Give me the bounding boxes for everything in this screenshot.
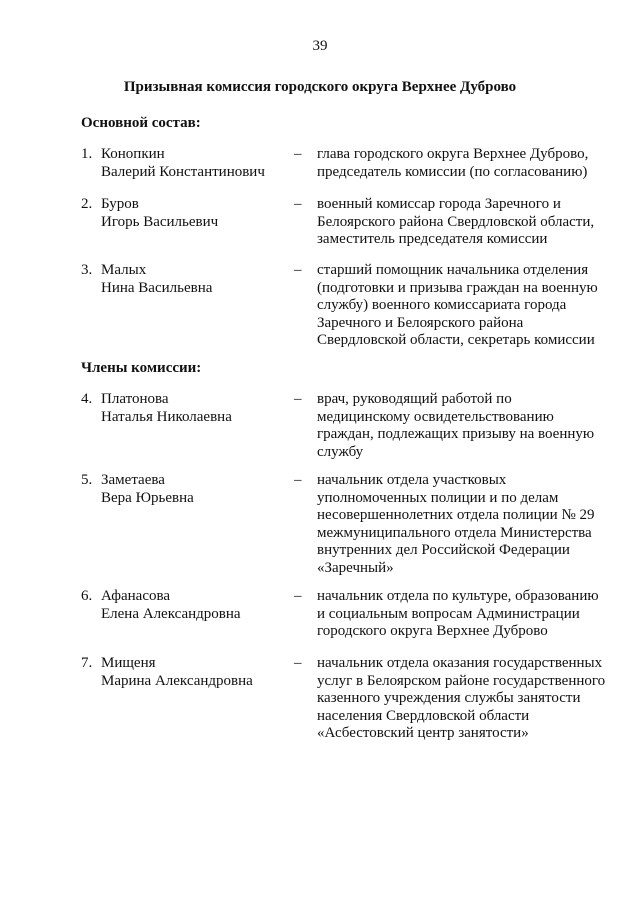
page-number: 39	[312, 38, 328, 54]
member-number: 2.	[81, 196, 93, 212]
member-given-names: Елена Александровна	[101, 605, 241, 622]
role-line: (подготовки и призыва граждан на военную	[317, 279, 598, 296]
member-surname: Афанасова	[101, 588, 171, 604]
dash-separator: –	[294, 262, 302, 278]
member-given-names: Валерий Константинович	[101, 163, 265, 180]
role-line: службу) военного комиссариата города	[317, 297, 567, 314]
role-line: медицинскому освидетельствованию	[317, 408, 554, 425]
member-number: 1.	[81, 146, 93, 162]
role-line: уполномоченных полиции и по делам	[317, 489, 559, 506]
member-surname: Мищеня	[101, 655, 156, 671]
member-given-names: Вера Юрьевна	[101, 489, 194, 506]
member-role	[317, 196, 612, 249]
member-surname: Конопкин	[101, 146, 165, 162]
member-role	[317, 391, 612, 461]
role-line: Заречного и Белоярского района	[317, 314, 524, 331]
role-line: городского округа Верхнее Дуброво	[317, 623, 548, 640]
member-name	[101, 146, 291, 181]
member-name	[101, 655, 291, 690]
member-name	[101, 391, 291, 426]
role-line: председатель комиссии (по согласованию)	[317, 163, 588, 180]
role-line: межмуниципального отдела Министерства	[317, 524, 592, 541]
role-line: начальник отдела оказания государственных	[317, 655, 603, 671]
dash-separator: –	[294, 588, 302, 604]
role-line: старший помощник начальника отделения	[317, 262, 589, 278]
member-number: 3.	[81, 262, 93, 278]
role-line: услуг в Белоярском районе государственного	[317, 672, 606, 689]
section-heading-main: Основной состав:	[81, 115, 201, 131]
role-line: военный комиссар города Заречного и	[317, 196, 561, 212]
role-line: Свердловской области, секретарь комиссии	[317, 332, 595, 349]
role-line: «Асбестовский центр занятости»	[317, 725, 529, 742]
section-heading-members: Члены комиссии:	[81, 360, 202, 376]
member-role	[317, 655, 612, 743]
role-line: врач, руководящий работой по	[317, 391, 512, 407]
role-line: начальник отдела участковых	[317, 472, 507, 488]
dash-separator: –	[294, 391, 302, 407]
member-role	[317, 262, 612, 350]
dash-separator: –	[294, 146, 302, 162]
member-number: 6.	[81, 588, 93, 604]
member-name	[101, 588, 291, 623]
member-number: 4.	[81, 391, 93, 407]
member-given-names: Нина Васильевна	[101, 279, 213, 296]
dash-separator: –	[294, 655, 302, 671]
role-line: «Заречный»	[317, 559, 394, 576]
role-line: населения Свердловской области	[317, 707, 530, 724]
member-surname: Платонова	[101, 391, 169, 407]
member-number: 5.	[81, 472, 93, 488]
member-given-names: Игорь Васильевич	[101, 213, 219, 230]
member-name	[101, 262, 291, 297]
role-line: внутренних дел Российской Федерации	[317, 542, 570, 559]
role-line: граждан, подлежащих призыву на военную	[317, 426, 595, 443]
role-line: несовершеннолетних отдела полиции № 29	[317, 507, 595, 524]
member-role	[317, 146, 612, 181]
role-line: заместитель председателя комиссии	[317, 231, 548, 248]
member-name	[101, 472, 291, 507]
member-role	[317, 472, 612, 578]
role-line: Белоярского района Свердловской области,	[317, 213, 595, 230]
member-given-names: Марина Александровна	[101, 672, 253, 689]
dash-separator: –	[294, 196, 302, 212]
role-line: и социальным вопросам Администрации	[317, 605, 580, 622]
role-line: глава городского округа Верхнее Дуброво,	[317, 146, 589, 162]
role-line: казенного учреждения службы занятости	[317, 690, 581, 707]
role-line: службу	[317, 443, 364, 460]
member-name	[101, 196, 291, 231]
document-title: Призывная комиссия городского округа Верхнее Дуброво	[123, 79, 517, 95]
role-line: начальник отдела по культуре, образованию	[317, 588, 599, 604]
member-given-names: Наталья Николаевна	[101, 408, 232, 425]
member-number: 7.	[81, 655, 93, 671]
member-surname: Малых	[101, 262, 147, 278]
member-surname: Буров	[101, 196, 139, 212]
member-surname: Заметаева	[101, 472, 165, 488]
member-role	[317, 588, 612, 641]
dash-separator: –	[294, 472, 302, 488]
